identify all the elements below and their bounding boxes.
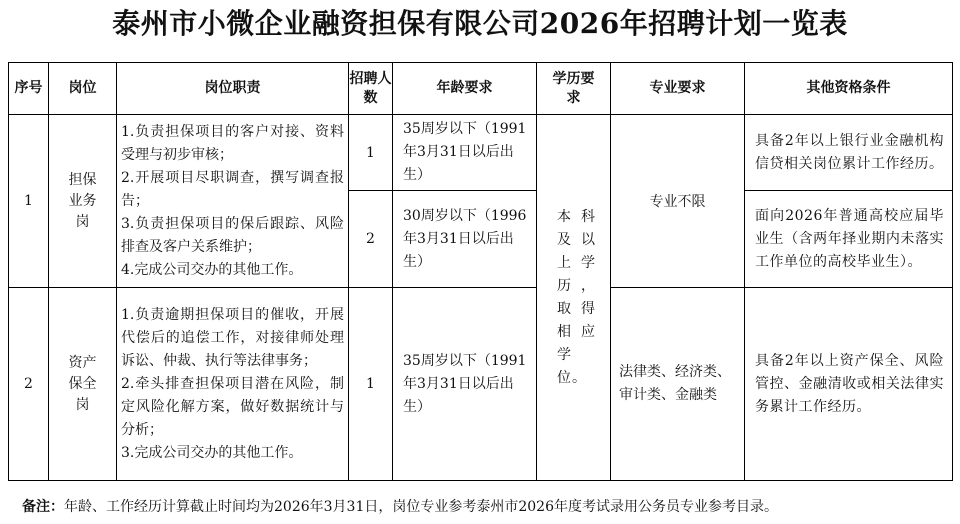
header-major: 专业要求 — [611, 63, 745, 115]
header-education: 学历要求 — [537, 63, 611, 115]
duty-item: 4.完成公司交办的其他工作。 — [121, 261, 303, 278]
header-count: 招聘人数 — [349, 63, 393, 115]
row1-position-label: 担保业务岗 — [68, 171, 97, 230]
header-duties: 岗位职责 — [117, 63, 349, 115]
row2-position — [49, 288, 117, 481]
row1a-other: 具备2年以上银行业金融机构信贷相关岗位累计工作经历。 — [745, 115, 953, 191]
row1-duties — [117, 115, 349, 288]
footnote-label: 备注： — [22, 499, 64, 515]
row1-seq: 1 — [9, 115, 49, 288]
row1b-other: 面向2026年普通高校应届毕业生（含两年择业期内未落实工作单位的高校毕业生）。 — [745, 191, 953, 288]
row2-duties — [117, 288, 349, 481]
row1b-age: 30周岁以下（1996年3月31日以后出生） — [393, 191, 537, 288]
duty-item: 3.负责担保项目的保后跟踪、风险排查及客户关系维护； — [121, 215, 344, 255]
recruitment-table — [8, 62, 953, 481]
row1-major: 专业不限 — [611, 115, 745, 288]
duty-item: 2.开展项目尽职调查，撰写调查报告； — [121, 169, 344, 209]
row1a-age: 35周岁以下（1991年3月31日以后出生） — [393, 115, 537, 191]
row1b-count: 2 — [349, 191, 393, 288]
row2-other: 具备2年以上资产保全、风险管控、金融清收或相关法律实务累计工作经历。 — [745, 288, 953, 481]
header-row — [9, 63, 953, 115]
footnote-text: 年龄、工作经历计算截止时间均为2026年3月31日，岗位专业参考泰州市2026年度考试录用公务员专业参考目录。 — [64, 499, 778, 515]
education-cell: 本科及以上学历，取得相应学位。 — [537, 115, 611, 481]
footnote — [22, 497, 778, 517]
row2-position-label: 资产保全岗 — [68, 354, 97, 413]
row2-seq: 2 — [9, 288, 49, 481]
row2-major: 法律类、经济类、审计类、金融类 — [611, 288, 745, 481]
duty-item: 2.牵头排查担保项目潜在风险，制定风险化解方案，做好数据统计与分析； — [121, 375, 344, 438]
page-title: 泰州市小微企业融资担保有限公司2026年招聘计划一览表 — [112, 7, 848, 40]
row1-position — [49, 115, 117, 288]
duty-item: 3.完成公司交办的其他工作。 — [121, 444, 303, 461]
header-seq: 序号 — [9, 63, 49, 115]
duty-item: 1.负责逾期担保项目的催收，开展代偿后的追偿工作，对接律师处理诉讼、仲裁、执行等法律事务； — [121, 306, 344, 369]
header-position: 岗位 — [49, 63, 117, 115]
row2-age: 35周岁以下（1991年3月31日以后出生） — [393, 288, 537, 481]
row2-count: 1 — [349, 288, 393, 481]
table-row — [9, 288, 953, 481]
row1a-count: 1 — [349, 115, 393, 191]
table-row — [9, 115, 953, 191]
duty-item: 1.负责担保项目的客户对接、资料受理与初步审核； — [121, 123, 344, 163]
header-age: 年龄要求 — [393, 63, 537, 115]
header-other: 其他资格条件 — [745, 63, 953, 115]
